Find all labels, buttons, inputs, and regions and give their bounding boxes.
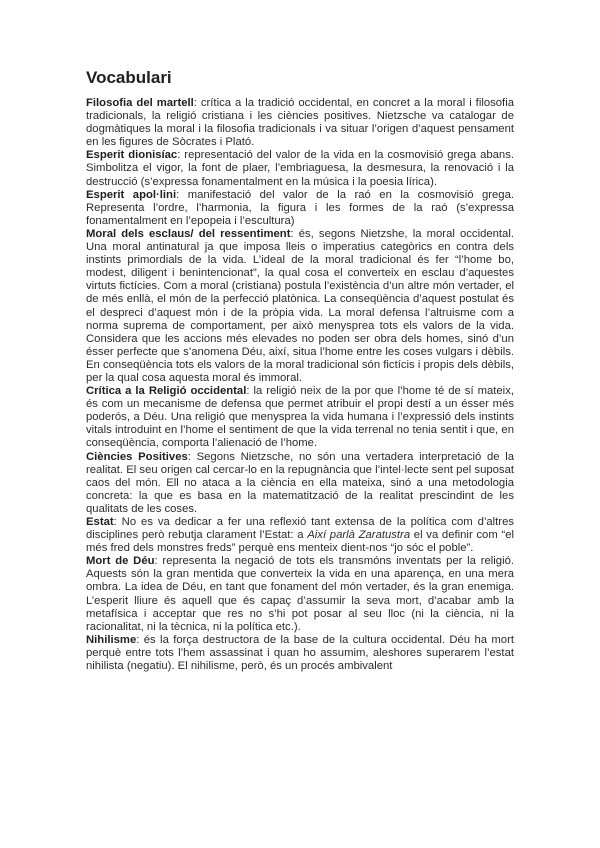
entry-term: Moral dels esclaus/ del ressentiment	[86, 227, 291, 240]
entry-term: Crítica a la Religió occidental	[86, 385, 247, 398]
entry-definition: : la religió neix de la por que l’home té de sí mateix, és com un mecanisme de defensa que permet atribuir el propi destí a un ésser més poderós, a Déu. Una religió que menysprea la vida humana i l’expressió dels instints vitals introduint en l’home el sentiment de que la vida terrenal no tenia sentit i que, en conseqüència, comporta l’alienació de l’home.	[86, 385, 514, 450]
entry-term: Nihilisme	[86, 633, 137, 646]
entry-moral-dels-esclaus	[86, 228, 514, 385]
entry-definition: : representació del valor de la vida en la cosmovisió grega abans. Simbolitza el vigor, la font de plaer, l’embriaguesa, la desmesura, la renovació i la destrucció (s’expressa fonamentalment en la música i la poesia lírica).	[86, 149, 514, 188]
entry-nihilisme	[86, 634, 514, 673]
entry-term: Esperit dionisíac	[86, 149, 178, 162]
entry-definition: : és la força destructora de la base de la cultura occidental. Déu ha mort perquè entre tots l’hem assassinat i quan ho assumim, aleshores superarem l’estat nihilista (negatiu). El nihilisme, però, és un procés ambivalent	[86, 633, 514, 673]
vocabulary-list	[86, 97, 514, 673]
entry-esperit-apollini	[86, 189, 514, 228]
entry-term: Ciències Positives	[86, 450, 188, 463]
entry-definition: : Segons Nietzsche, no són una vertadera interpretació de la realitat. El seu origen cal cercar-lo en la repugnància que l’intel·lecte sent pel suposat caos del món. Ell no ataca a la ciència en ella mateixa, sinó a una metodologia concreta: la que es basa en la matematització de la realitat prescindint de les qualitats de les coses.	[86, 450, 514, 515]
entry-definition: : manifestació del valor de la raó en la cosmovisió grega. Representa l’ordre, l’harmonia, la figura i les formes de la raó (s’expressa fonamentalment en l’epopeia i l’escultura)	[86, 188, 514, 227]
entry-definition: : és, segons Nietzshe, la moral occidental. Una moral antinatural ja que imposa lleis o imperatius categòrics en contra dels instints primordials de la vida. L’ideal de la moral tradicional és fer “l’home bo, modest, diligent i benintencionat”, la qual cosa el converteix en esclau d’aquestes virtuts fictícies. Com a moral (cristiana) postula l’existència d’un altre món vertader, el de més enllà, el món de la perfecció platònica. La conseqüència d’aquest postulat és el despreci d’aquest món i de la pròpia vida. La moral defensa l’altruisme com a norma suprema de comportament, per això menysprea tots els valors de la vida. Considera que les accions més elevades no poden ser obra dels homes, sinó d’un ésser perfecte que s’anomena Déu, així, situa l’home entre les coses vulgars i dèbils. En conseqüència tots els valors de la moral tradicional són fictícis i propis dels dèbils, per la qual cosa aquesta moral és immoral.	[86, 227, 514, 384]
entry-term: Mort de Déu	[86, 555, 155, 568]
entry-definition: : crítica a la tradició occidental, en concret a la moral i filosofia tradicionals, la religió cristiana i les ciències positives. Nietzsche va catalogar de dogmàtiques la moral i la filosofia tradicionals i va situar l’origen d’aquest pensament en les figures de Sòcrates i Plató.	[86, 97, 514, 149]
book-title: Així parlà Zaratustra	[307, 529, 411, 542]
page-title: Vocabulari	[86, 68, 172, 87]
entry-definition: : No es va dedicar a fer una reflexió tant extensa de la política com d’altres disciplines però rebutja clarament l’Estat: a	[86, 516, 514, 542]
entry-definition: : representa la negació de tots els transmóns inventats per la religió. Aquests són la gran mentida que converteix la vida en una aparença, en una mera ombra. La idea de Déu, en tant que fonament del món vertader, és la gran enemiga. L’esperit lliure és aquell que és capaç d’assumir la seva mort, d’acabar amb la metafísica i acceptar que res no s’hi pot posar al seu lloc (ni la ciència, ni la racionalitat, ni la tècnica, ni la política etc.).	[86, 555, 514, 633]
entry-term: Esperit apol·lini	[86, 188, 177, 201]
entry-mort-de-deu	[86, 555, 514, 634]
entry-esperit-dionisiac	[86, 149, 514, 188]
entry-term: Estat	[86, 516, 114, 528]
entry-definition-continued: el va definir com “el més fred dels monstres freds” perquè ens menteix dient-nos “jo sóc el poble”.	[86, 529, 514, 555]
entry-ciencies-positives	[86, 451, 514, 516]
entry-estat	[86, 516, 514, 555]
entry-term: Filosofia del martell	[86, 97, 194, 109]
entry-filosofia-del-martell	[86, 97, 514, 149]
entry-critica-religio	[86, 385, 514, 450]
